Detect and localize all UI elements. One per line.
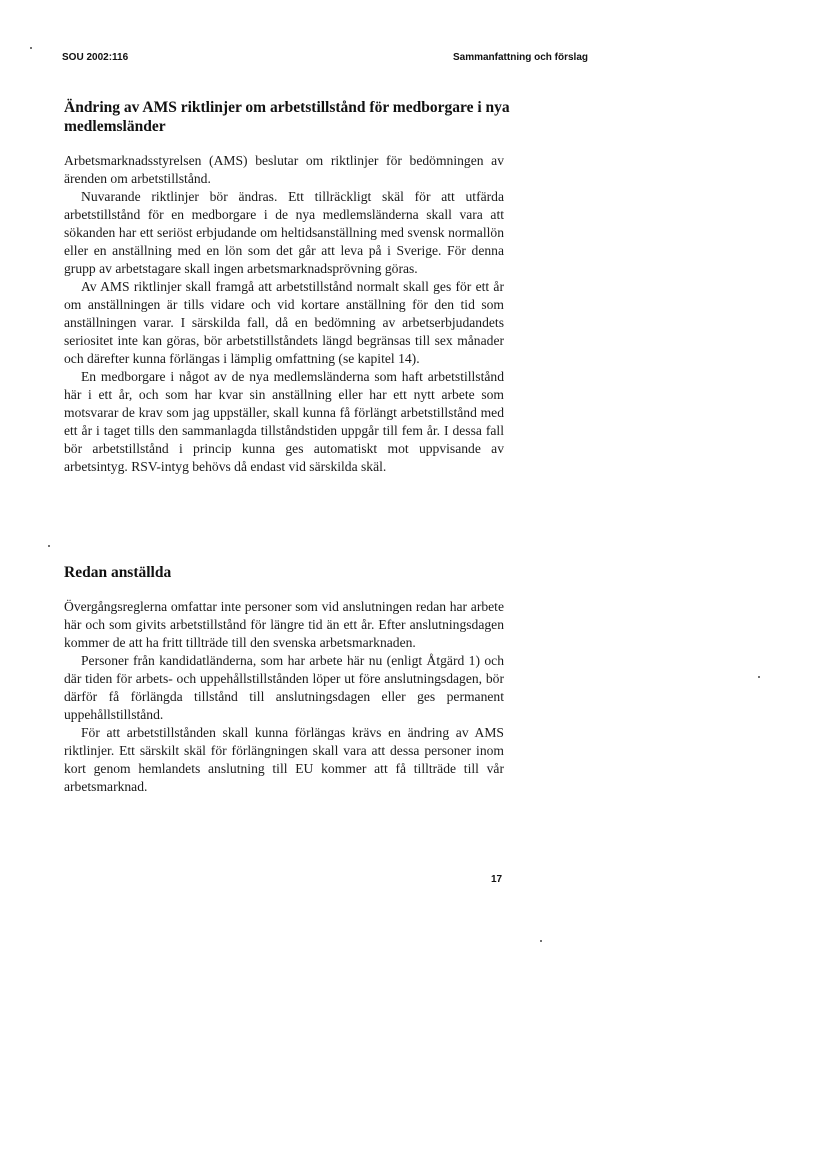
page-number: 17 <box>491 874 503 885</box>
paragraph: Arbetsmarknadsstyrelsen (AMS) beslutar om riktlinjer för bedömningen av ärenden om arbetstillstånd. <box>64 153 504 186</box>
scan-speck <box>758 676 760 678</box>
section-heading: Ändring av AMS riktlinjer om arbetstillstånd för medborgare i nya medlemsländer <box>64 99 510 135</box>
scan-speck <box>540 940 542 942</box>
section-heading: Redan anställda <box>64 564 172 581</box>
paragraph: Av AMS riktlinjer skall framgå att arbetstillstånd normalt skall ges för ett år om anställningen är tills vidare och vid kortare anställning för den tid som anställningen varar. I särskilda fall, då en bedömning av arbetserbjudandets seriositet inte kan göras, bör arbetstillståndets längd begränsas till sex månader och därefter kunna förlängas i lämplig omfattning (se kapitel 14). <box>64 279 504 366</box>
running-header-right: Sammanfattning och förslag <box>452 52 588 63</box>
scan-speck <box>30 47 32 49</box>
section-ams-guidelines <box>64 98 510 476</box>
paragraph: Nuvarande riktlinjer bör ändras. Ett tillräckligt skäl för att utfärda arbetstillstånd för en medborgare i de nya medlemsländerna skall vara att sökanden har ett seriöst erbjudande om heltidsanställning med svensk normallön eller en anställning med en lön som det går att leva på i Sverige. För denna grupp av arbetstagare skall ingen arbetsmarknadsprövning göras. <box>64 189 504 276</box>
paragraph: Personer från kandidatländerna, som har arbete här nu (enligt Åtgärd 1) och där tiden för arbets- och uppehållstillstånden löper ut före anslutningsdagen, bör därför få förlängda tillstånd till anslutningsdagen eller ges permanent uppehållstillstånd. <box>64 653 504 722</box>
paragraph: För att arbetstillstånden skall kunna förlängas krävs en ändring av AMS riktlinjer. Ett särskilt skäl för förlängningen skall vara att dessa personer inom kort genom hemlandets anslutning till EU kommer att få tillträde till vår arbetsmarknad. <box>64 725 504 794</box>
section-already-employed <box>64 563 504 796</box>
paragraph: En medborgare i något av de nya medlemsländerna som haft arbetstillstånd här i ett år, och som har kvar sin anställning eller har ett nytt arbete som motsvarar de krav som jag uppställer, skall kunna få förlängt arbetstillstånd med ett år i taget tills den sammanlagda tillståndstiden uppgår till fem år. I dessa fall bör arbetstillstånd i princip kunna ges automatiskt mot uppvisande av arbetsintyg. RSV-intyg behövs då endast vid särskilda skäl. <box>64 369 504 474</box>
scan-speck <box>48 545 50 547</box>
paragraph: Övergångsreglerna omfattar inte personer som vid anslutningen redan har arbete här och som givits arbetstillstånd för längre tid än ett år. Efter anslutningsdagen kommer de att ha fritt tillträde till den svenska arbetsmarknaden. <box>64 599 504 650</box>
running-header-left: SOU 2002:116 <box>62 52 129 63</box>
